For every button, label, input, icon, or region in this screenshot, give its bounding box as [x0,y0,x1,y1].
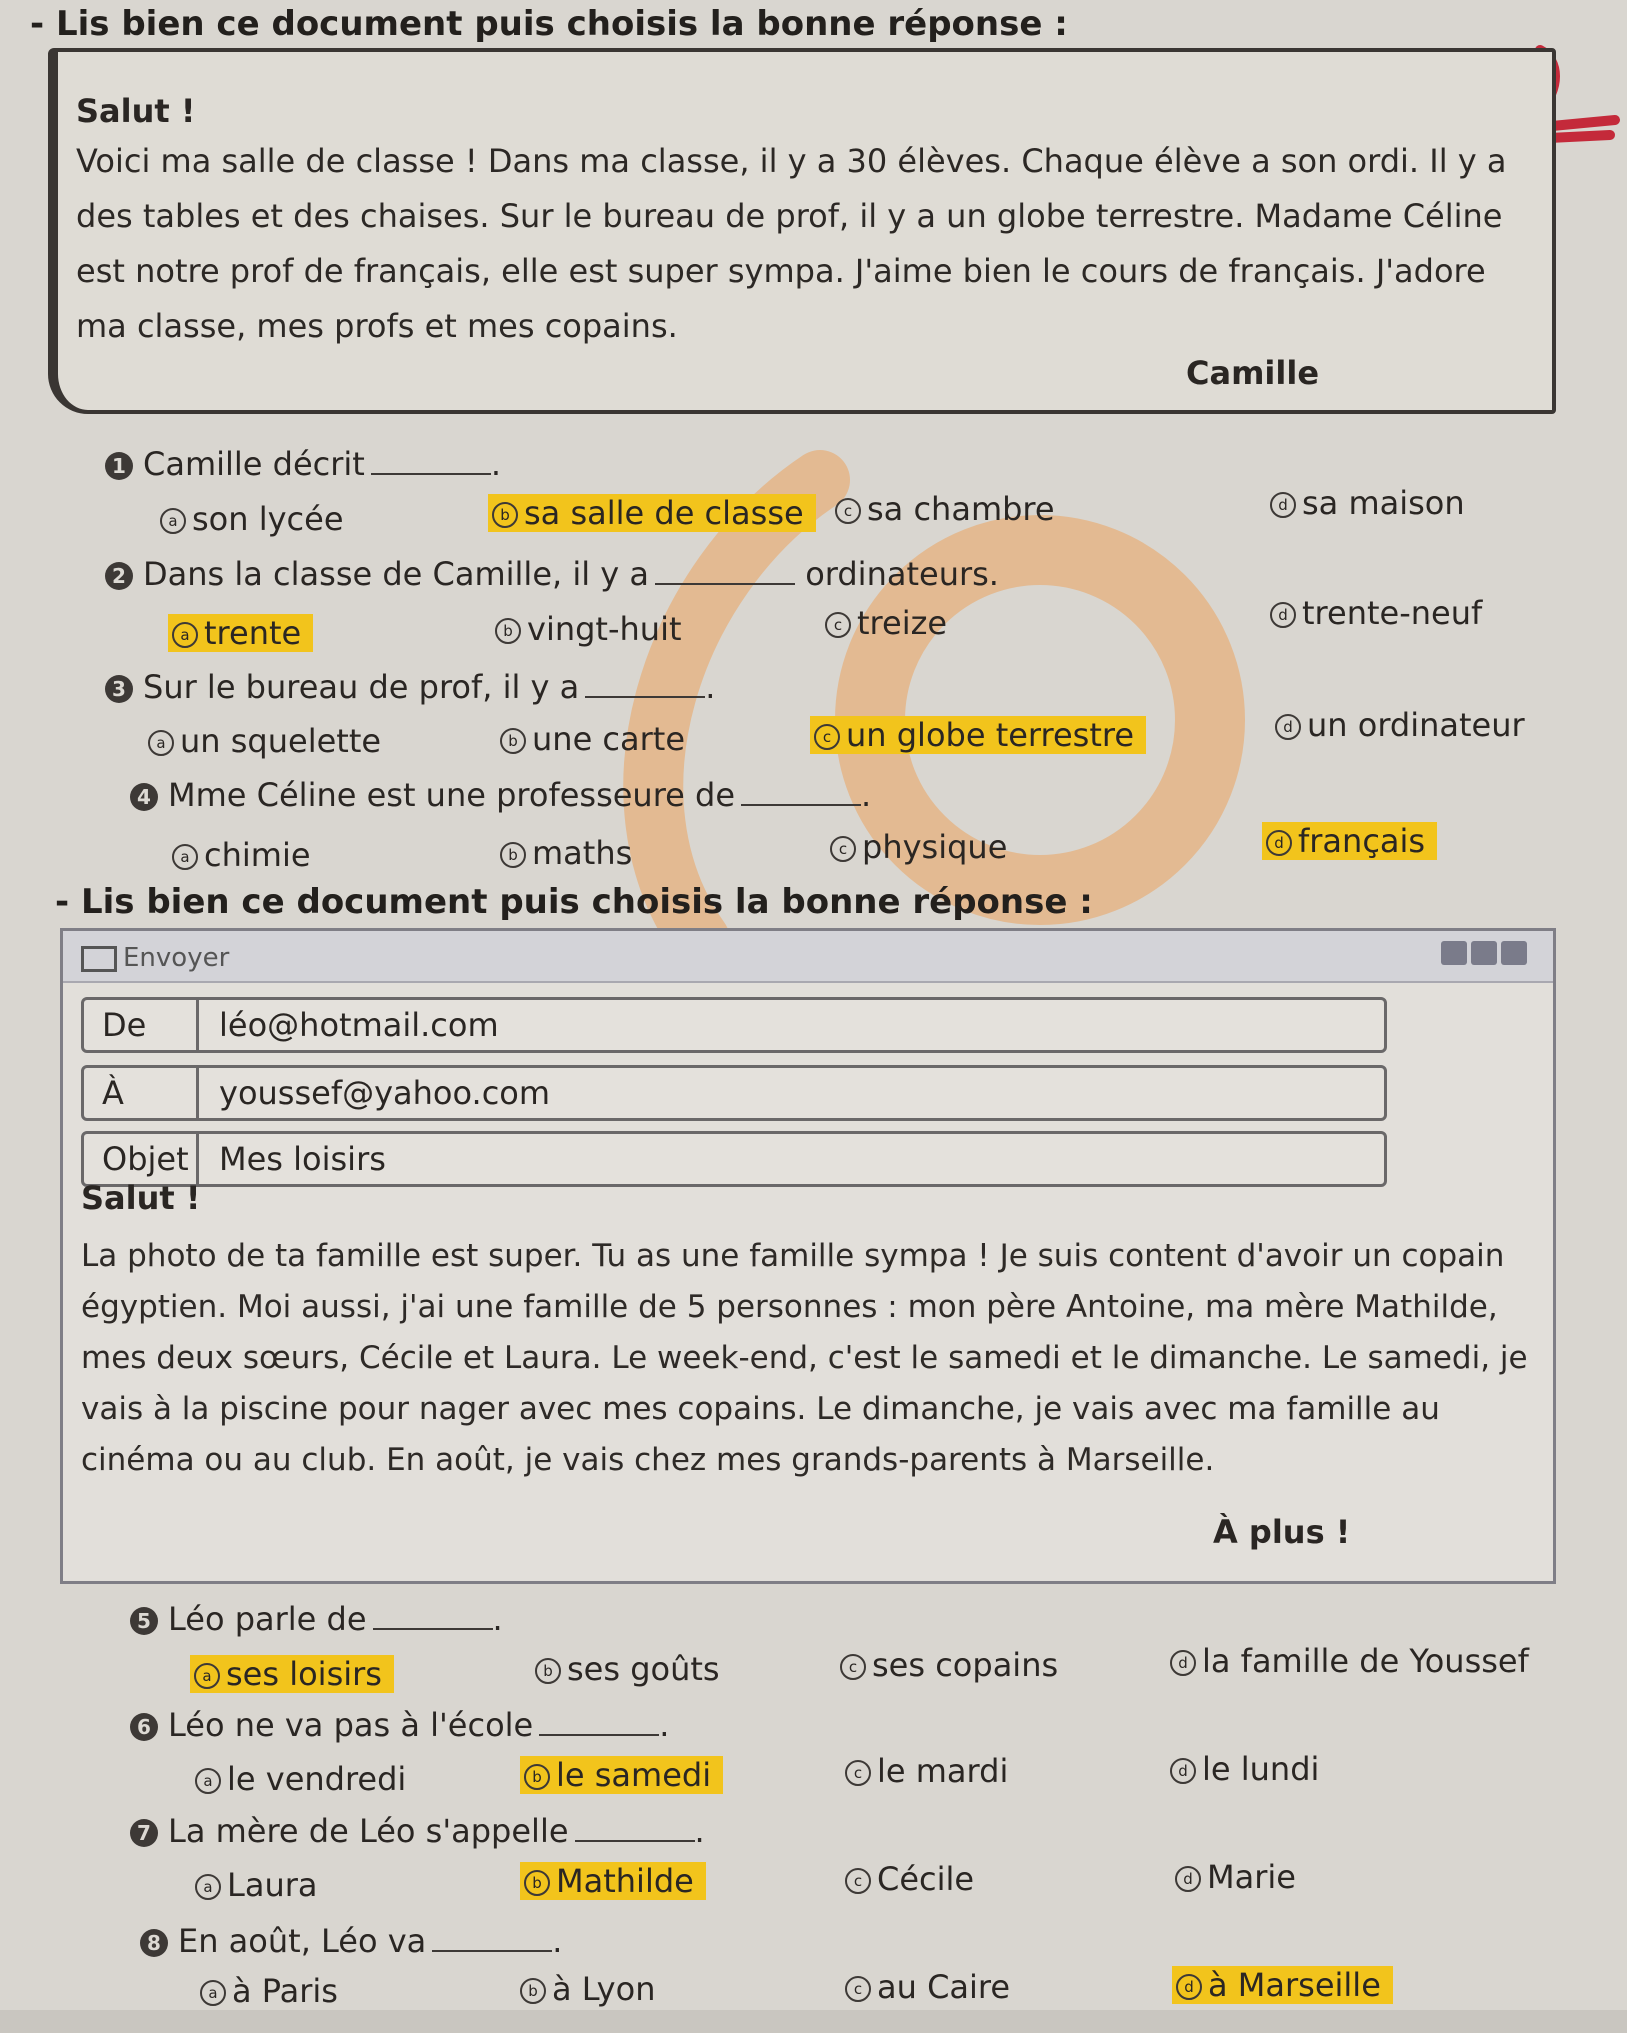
option-text: chimie [204,836,311,874]
email-window [60,928,1556,1584]
option-letter: b [520,1978,546,2004]
option-text: maths [532,834,633,872]
question-number: 5 [130,1607,158,1635]
option-letter: d [1270,602,1296,628]
option-text: Cécile [877,1860,975,1898]
option-text: Laura [227,1866,318,1904]
question-text: Camille décrit [143,445,365,483]
option-2b[interactable] [495,610,682,648]
question-number: 2 [105,562,133,590]
option-letter: a [195,1768,221,1794]
option-text: treize [857,604,948,642]
question-suffix: . [490,445,502,483]
letter-box [48,48,1556,414]
from-label: De [84,1000,199,1050]
option-text: son lycée [192,500,344,538]
question-suffix: . [694,1812,705,1850]
option-letter: b [500,842,526,868]
question-suffix: ordinateurs. [805,555,999,593]
email-toolbar [63,931,1553,983]
from-field[interactable] [81,997,1387,1053]
email-body: La photo de ta famille est super. Tu as une famille sympa ! Je suis content d'avoir un copain égyptien. Moi aussi, j'ai une famille de 5 personnes : mon père Antoine, ma mère Mathilde, mes deux sœurs, Cécile et Laura. Le week-end, c'est le samedi et le dimanche. Le samedi, je vais à la piscine pour nager avec mes copains. Le dimanche, je vais avec ma famille au cinéma ou au club. En août, je vais chez mes grands-parents à Marseille. [81,1238,1528,1478]
email-greeting: Salut ! [81,1179,201,1217]
option-letter: c [845,1760,871,1786]
option-text: Marie [1207,1858,1296,1896]
option-text: un ordinateur [1307,706,1525,744]
option-letter: a [172,622,198,648]
question-suffix: . [861,776,872,814]
question-number: 6 [130,1713,158,1741]
answer-blank[interactable] [371,473,491,475]
question-number: 4 [130,783,158,811]
question-number: 7 [130,1819,158,1847]
option-letter: b [500,728,526,754]
option-letter: c [835,498,861,524]
option-7a[interactable] [195,1866,317,1904]
option-4c[interactable] [830,828,1007,866]
letter-greeting: Salut ! [76,92,196,130]
answer-blank[interactable] [741,804,861,806]
question-8 [140,1922,562,1960]
option-letter: d [1266,830,1292,856]
option-4a[interactable] [172,836,311,874]
option-text: au Caire [877,1968,1011,2006]
send-label: Envoyer [123,943,230,973]
subject-value: Mes loisirs [219,1140,386,1178]
option-letter: a [160,508,186,534]
option-6c[interactable] [845,1752,1008,1790]
email-signoff: À plus ! [1213,1513,1351,1551]
option-6d[interactable] [1170,1750,1319,1788]
option-letter: b [524,1764,550,1790]
option-7d[interactable] [1175,1858,1296,1896]
option-text: sa maison [1302,484,1465,522]
instruction-2: - Lis bien ce document puis choisis la bonne réponse : [55,882,1093,922]
option-8b[interactable] [520,1970,655,2008]
to-label: À [84,1068,199,1118]
question-2 [105,555,999,593]
answer-blank[interactable] [539,1734,659,1736]
option-text: sa salle de classe [524,494,804,532]
question-5 [130,1600,503,1638]
option-3d[interactable] [1275,706,1525,744]
question-suffix: . [552,1922,563,1960]
instruction-1: - Lis bien ce document puis choisis la bonne réponse : [30,4,1068,44]
option-5d[interactable] [1170,1642,1529,1680]
page-edge [0,2010,1627,2033]
question-6 [130,1706,669,1744]
option-letter: a [148,730,174,756]
option-text: à Marseille [1208,1966,1381,2004]
option-letter: d [1170,1758,1196,1784]
option-5b[interactable] [535,1650,720,1688]
question-number: 3 [105,675,133,703]
option-text: à Paris [232,1972,338,2010]
option-text: vingt-huit [527,610,682,648]
option-8a[interactable] [200,1972,338,2010]
question-text: Léo parle de [168,1600,367,1638]
option-letter: b [492,502,518,528]
subject-field[interactable] [81,1131,1387,1187]
subject-label: Objet [84,1134,199,1184]
to-value: youssef@yahoo.com [219,1074,551,1112]
letter-body: Voici ma salle de classe ! Dans ma classe, il y a 30 élèves. Chaque élève a son ordi. Il y a des tables et des chaises. Sur le bureau de prof, il y a un globe terrestre. Madame Céline est notre prof de français, elle est super sympa. J'aime bien le cours de français. J'adore ma classe, mes profs et mes copains. [76,142,1507,345]
option-text: français [1298,822,1426,860]
question-3 [105,668,715,706]
question-suffix: . [659,1706,670,1744]
option-text: physique [862,828,1008,866]
option-text: ses copains [872,1646,1059,1684]
option-text: un globe terrestre [846,716,1135,754]
chat-icon[interactable] [1471,941,1497,965]
option-letter: c [845,1868,871,1894]
window-controls [1437,941,1527,969]
option-letter: b [524,1870,550,1896]
send-icon [81,946,117,972]
option-letter: d [1270,492,1296,518]
option-text: ses goûts [567,1650,720,1688]
option-6a[interactable] [195,1760,406,1798]
option-7b[interactable] [520,1862,706,1900]
option-letter: d [1175,1866,1201,1892]
option-2d[interactable] [1270,594,1482,632]
question-text: Dans la classe de Camille, il y a [143,555,650,593]
option-text: ses loisirs [226,1655,382,1693]
option-letter: a [200,1980,226,2006]
option-3b[interactable] [500,720,685,758]
option-letter: c [830,836,856,862]
option-text: une carte [532,720,686,758]
question-number: 8 [140,1929,168,1957]
option-text: à Lyon [552,1970,656,2008]
option-7c[interactable] [845,1860,974,1898]
option-3a[interactable] [148,722,381,760]
option-letter: d [1170,1650,1196,1676]
answer-blank[interactable] [575,1840,695,1842]
option-1b[interactable] [488,494,816,532]
option-letter: c [840,1654,866,1680]
option-letter: c [814,724,840,750]
letter-signature: Camille [1186,354,1320,392]
option-8d[interactable] [1172,1966,1393,2004]
send-button[interactable] [81,943,229,973]
option-text: le vendredi [227,1760,407,1798]
option-1a[interactable] [160,500,344,538]
option-text: trente-neuf [1302,594,1483,632]
from-value: léo@hotmail.com [219,1006,499,1044]
option-letter: d [1176,1974,1202,2000]
option-letter: d [1275,714,1301,740]
question-7 [130,1812,705,1850]
option-text: sa chambre [867,490,1055,528]
question-number: 1 [105,452,133,480]
question-1 [105,445,501,483]
option-5c[interactable] [840,1646,1058,1684]
question-text: Léo ne va pas à l'école [168,1706,534,1744]
attach-icon[interactable] [1501,941,1527,965]
option-text: la famille de Youssef [1202,1642,1529,1680]
option-1c[interactable] [835,490,1055,528]
option-6b[interactable] [520,1756,723,1794]
option-text: le lundi [1202,1750,1320,1788]
answer-blank[interactable] [585,696,705,698]
option-text: trente [204,614,302,652]
option-text: Mathilde [556,1862,694,1900]
question-suffix: . [492,1600,503,1638]
option-4b[interactable] [500,834,632,872]
question-text: En août, Léo va [178,1922,427,1960]
question-text: Mme Céline est une professeure de [168,776,736,814]
answer-blank[interactable] [373,1628,493,1630]
option-3c[interactable] [810,716,1146,754]
option-letter: a [172,844,198,870]
answer-blank[interactable] [432,1950,552,1952]
answer-blank[interactable] [655,583,795,585]
question-text: La mère de Léo s'appelle [168,1812,569,1850]
option-text: le samedi [556,1756,712,1794]
mail-icon[interactable] [1441,941,1467,965]
option-letter: b [495,618,521,644]
option-5a[interactable] [190,1655,394,1693]
question-text: Sur le bureau de prof, il y a [143,668,580,706]
option-text: le mardi [877,1752,1009,1790]
option-letter: a [195,1874,221,1900]
to-field[interactable] [81,1065,1387,1121]
option-8c[interactable] [845,1968,1010,2006]
option-letter: b [535,1658,561,1684]
option-2a[interactable] [168,614,313,652]
question-4 [130,776,871,814]
option-letter: a [194,1663,220,1689]
option-text: un squelette [180,722,382,760]
option-1d[interactable] [1270,484,1465,522]
option-letter: c [845,1976,871,2002]
option-2c[interactable] [825,604,947,642]
question-suffix: . [705,668,716,706]
option-4d[interactable] [1262,822,1437,860]
option-letter: c [825,612,851,638]
